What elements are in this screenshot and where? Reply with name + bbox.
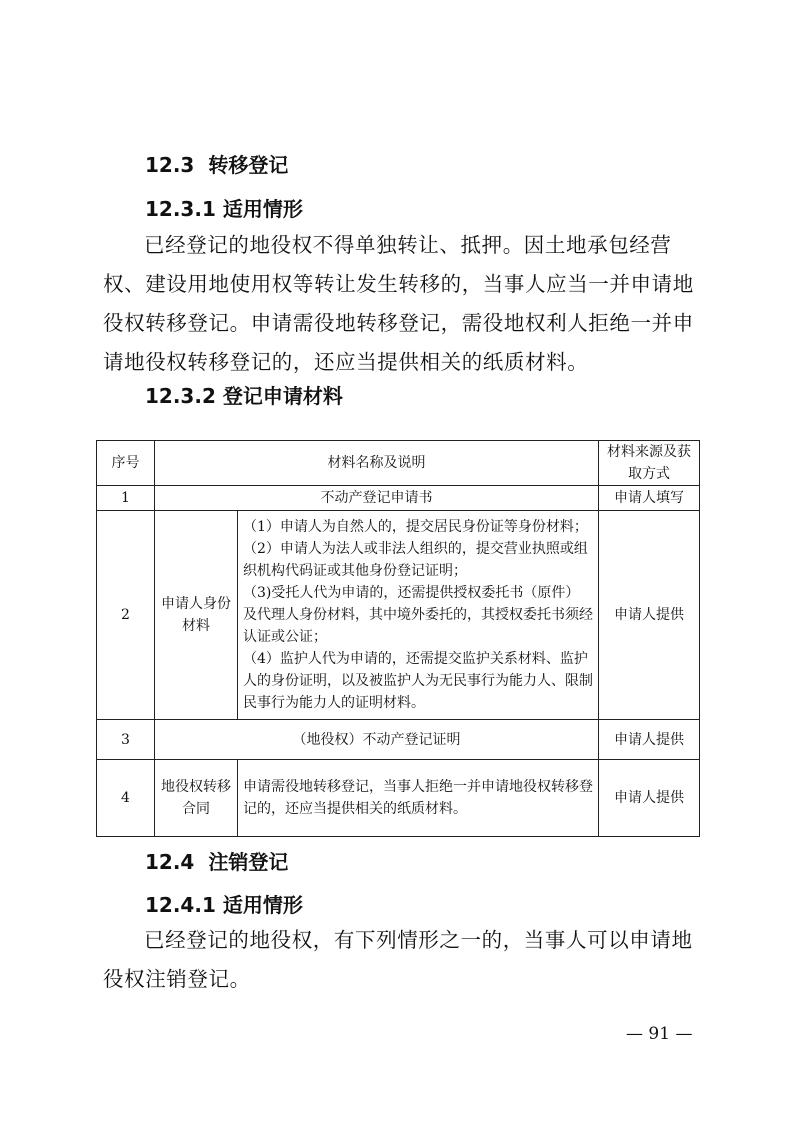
row-source: 申请人填写 xyxy=(599,486,700,511)
description-item: （1）申请人为自然人的，提交居民身份证等身份材料； xyxy=(243,519,588,535)
section-number: 12.4 xyxy=(145,850,195,874)
section-number: 12.3 xyxy=(145,153,195,177)
section-12-3-2-heading: 12.3.2 登记申请材料 xyxy=(145,384,343,408)
row-name: 不动产登记申请书 xyxy=(155,486,599,511)
description-item: （2）申请人为法人或非法人组织的，提交营业执照或组织机构代码证或其他身份登记证明； xyxy=(243,541,588,579)
section-12-3-1-heading: 12.3.1 适用情形 xyxy=(145,197,303,221)
row-source: 申请人提供 xyxy=(599,760,700,837)
materials-table xyxy=(96,440,700,837)
table-row xyxy=(97,760,700,837)
row-no: 1 xyxy=(97,486,155,511)
section-12-4-heading xyxy=(145,846,288,875)
paragraph-text: 已经登记的地役权，有下列情形之一的，当事人可以申请地役权注销登记。 xyxy=(103,928,693,991)
table-row xyxy=(97,511,700,720)
row-description: 申请需役地转移登记，当事人拒绝一并申请地役权转移登记的，还应当提供相关的纸质材料。 xyxy=(238,760,599,837)
section-12-4-1-heading: 12.4.1 适用情形 xyxy=(145,893,303,917)
row-description xyxy=(238,511,599,720)
section-title: 转移登记 xyxy=(208,153,289,177)
row-name: 申请人身份材料 xyxy=(155,511,238,720)
row-no: 4 xyxy=(97,760,155,837)
header-no: 序号 xyxy=(97,441,155,486)
table-row xyxy=(97,486,700,511)
section-12-3-heading xyxy=(145,149,288,178)
paragraph-text: 已经登记的地役权不得单独转让、抵押。因土地承包经营权、建设用地使用权等转让发生转移的，当事人应当一并申请地役权转移登记。申请需役地转移登记，需役地权利人拒绝一并申请地役权转移登记的，还应当提供相关的纸质材料。 xyxy=(103,233,694,374)
row-source: 申请人提供 xyxy=(599,720,700,760)
paragraph-12-3-1 xyxy=(103,226,703,382)
header-name: 材料名称及说明 xyxy=(155,441,599,486)
description-item: （3)受托人代为申请的，还需提供授权委托书（原件）及代理人身份材料，其中境外委托的，其授权委托书须经认证或公证； xyxy=(243,585,593,645)
description-item: （4）监护人代为申请的，还需提交监护关系材料、监护人的身份证明，以及被监护人为无民事行为能力人、限制民事行为能力人的证明材料。 xyxy=(243,651,593,711)
table-header-row xyxy=(97,441,700,486)
row-no: 2 xyxy=(97,511,155,720)
row-no: 3 xyxy=(97,720,155,760)
row-source: 申请人提供 xyxy=(599,511,700,720)
section-title: 注销登记 xyxy=(208,850,289,874)
page-number: — 91 — xyxy=(626,1024,693,1044)
header-source: 材料来源及获取方式 xyxy=(599,441,700,486)
paragraph-12-4-1 xyxy=(103,921,703,999)
row-name: 地役权转移合同 xyxy=(155,760,238,837)
row-name: （地役权）不动产登记证明 xyxy=(155,720,599,760)
table-row xyxy=(97,720,700,760)
